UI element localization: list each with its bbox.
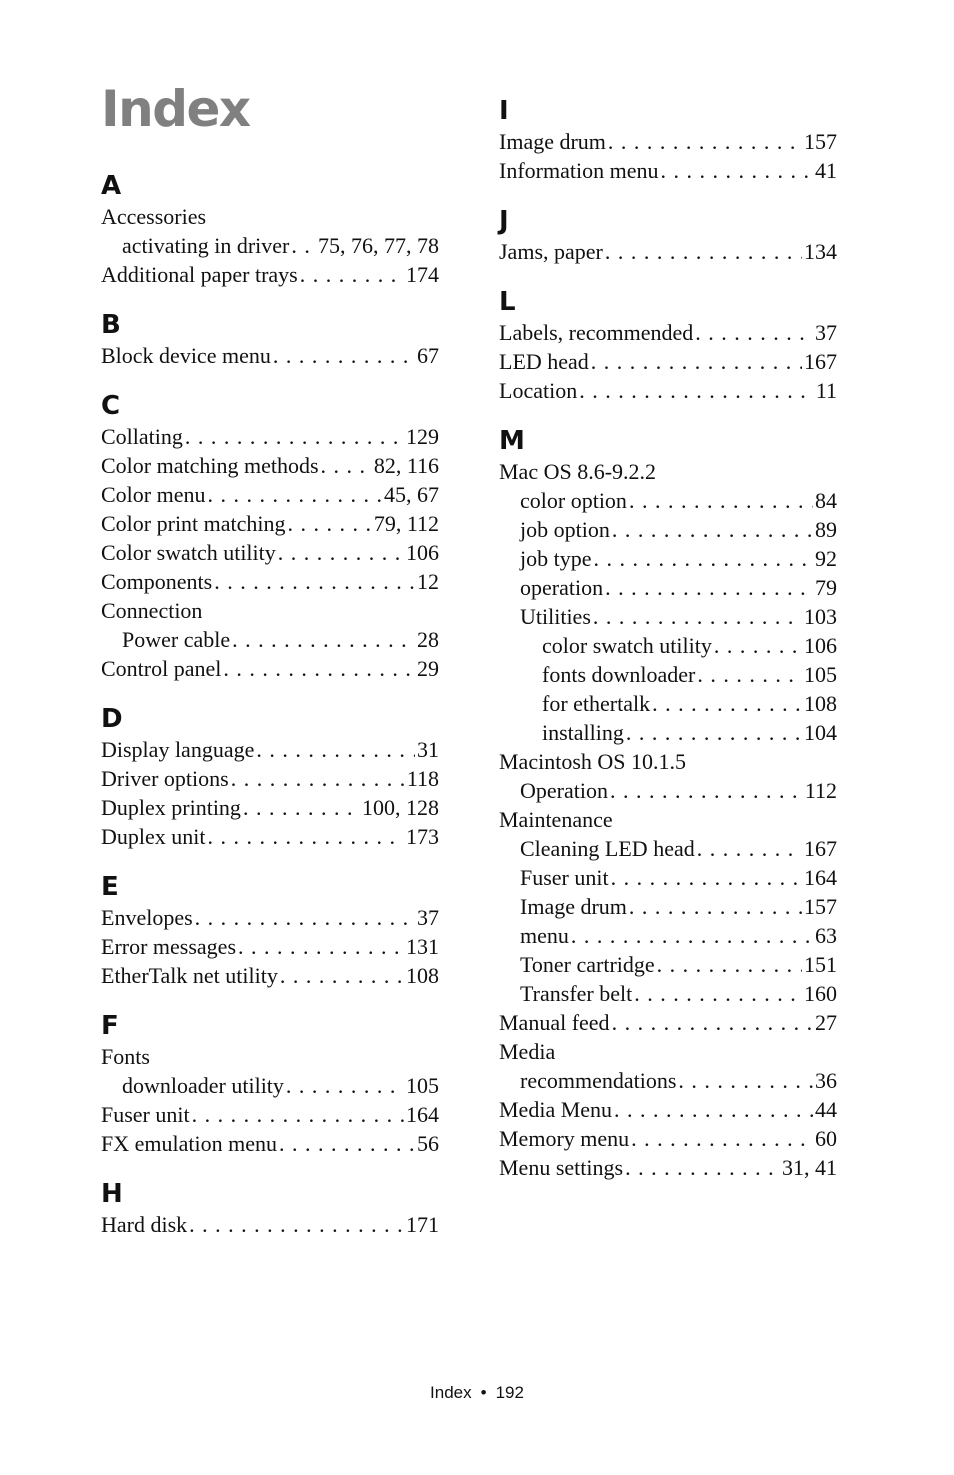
entry-term: Information menu <box>499 158 659 183</box>
dot-leader <box>279 1129 415 1158</box>
index-entry <box>101 1071 439 1100</box>
entry-pages: 104 <box>804 720 837 745</box>
entry-pages: 118 <box>406 766 439 791</box>
index-entry <box>499 631 837 660</box>
index-entry <box>101 260 439 289</box>
entry-term: Control panel <box>101 656 222 681</box>
index-entry <box>499 747 837 776</box>
dot-leader <box>634 979 802 1008</box>
index-entry <box>499 834 837 863</box>
entry-term: Driver options <box>101 766 229 791</box>
page-title: Index <box>101 80 250 138</box>
dot-leader <box>695 318 813 347</box>
index-entry <box>499 718 837 747</box>
index-column-left <box>101 170 439 1259</box>
index-entry <box>101 341 439 370</box>
dot-leader <box>611 863 802 892</box>
index-entry <box>101 625 439 654</box>
section-letter: I <box>499 96 509 126</box>
index-entry <box>499 515 837 544</box>
entry-pages: 44 <box>815 1097 837 1122</box>
entry-pages: 108 <box>804 691 837 716</box>
index-entry <box>101 932 439 961</box>
index-entry <box>499 457 837 486</box>
entry-pages: 167 <box>804 349 837 374</box>
index-section-b <box>101 309 439 370</box>
entry-pages: 79, 112 <box>373 511 439 536</box>
entry-term: Image drum <box>520 894 627 919</box>
index-entry <box>499 689 837 718</box>
index-section-m <box>499 425 837 1182</box>
entry-term: Color menu <box>101 482 206 507</box>
entry-term: Connection <box>101 598 203 623</box>
index-entry <box>101 1210 439 1239</box>
section-letter: H <box>101 1179 123 1209</box>
entry-pages: 56 <box>417 1131 439 1156</box>
page-number: 192 <box>495 1383 524 1402</box>
entry-pages: 41 <box>815 158 837 183</box>
entry-pages: 11 <box>815 378 837 403</box>
index-entry <box>101 1129 439 1158</box>
section-letter: L <box>499 287 516 317</box>
entry-pages: 36 <box>815 1068 837 1093</box>
dot-leader <box>286 1071 404 1100</box>
index-entry <box>499 1153 837 1182</box>
entry-pages: 134 <box>804 239 837 264</box>
dot-leader <box>231 764 405 793</box>
index-entry <box>101 538 439 567</box>
dot-leader <box>243 793 360 822</box>
section-letter: B <box>101 310 121 340</box>
entry-term: Block device menu <box>101 343 271 368</box>
entry-term: recommendations <box>520 1068 677 1093</box>
index-entry <box>101 764 439 793</box>
dot-leader <box>300 260 404 289</box>
entry-term: Color print matching <box>101 511 286 536</box>
entry-term: Location <box>499 378 578 403</box>
dot-leader <box>238 932 404 961</box>
entry-pages: 167 <box>804 836 837 861</box>
index-entry <box>499 544 837 573</box>
entry-term: job option <box>520 517 610 542</box>
index-entry <box>101 961 439 990</box>
entry-term: Utilities <box>520 604 591 629</box>
entry-term: Fonts <box>101 1044 150 1069</box>
dot-leader <box>697 660 802 689</box>
index-entry <box>101 793 439 822</box>
dot-leader <box>214 567 415 596</box>
dot-leader <box>714 631 802 660</box>
index-entry <box>499 1066 837 1095</box>
dot-leader <box>593 602 802 631</box>
entry-term: Toner cartridge <box>520 952 655 977</box>
footer-label: Index <box>430 1383 472 1402</box>
index-entry <box>101 480 439 509</box>
index-entry <box>499 1037 837 1066</box>
entry-term: Manual feed <box>499 1010 610 1035</box>
dot-leader <box>278 538 404 567</box>
entry-pages: 28 <box>417 627 439 652</box>
index-entry <box>499 892 837 921</box>
entry-term: EtherTalk net utility <box>101 963 278 988</box>
index-entry <box>499 573 837 602</box>
index-entry <box>499 660 837 689</box>
dot-leader <box>678 1066 813 1095</box>
entry-term: activating in driver <box>122 233 290 258</box>
dot-leader <box>594 544 814 573</box>
dot-leader <box>614 1095 813 1124</box>
dot-leader <box>697 834 802 863</box>
index-entry <box>499 376 837 405</box>
index-entry <box>499 805 837 834</box>
dot-leader <box>605 237 802 266</box>
dot-leader <box>579 376 814 405</box>
entry-pages: 174 <box>406 262 439 287</box>
dot-leader <box>626 718 802 747</box>
entry-pages: 60 <box>815 1126 837 1151</box>
index-entry <box>101 903 439 932</box>
index-entry <box>101 422 439 451</box>
index-entry <box>101 509 439 538</box>
entry-term: operation <box>520 575 604 600</box>
dot-leader <box>605 573 813 602</box>
dot-leader <box>612 1008 813 1037</box>
index-entry <box>101 1042 439 1071</box>
dot-leader <box>256 735 415 764</box>
section-letter: M <box>499 426 525 456</box>
entry-term: fonts downloader <box>542 662 696 687</box>
entry-pages: 105 <box>406 1073 439 1098</box>
dot-leader <box>288 509 372 538</box>
dot-leader <box>608 127 802 156</box>
index-section-a <box>101 170 439 289</box>
dot-leader <box>652 689 802 718</box>
index-entry <box>499 776 837 805</box>
entry-pages: 37 <box>417 905 439 930</box>
entry-pages: 67 <box>417 343 439 368</box>
entry-term: Color swatch utility <box>101 540 276 565</box>
index-entry <box>499 950 837 979</box>
entry-pages: 63 <box>815 923 837 948</box>
entry-pages: 12 <box>417 569 439 594</box>
footer-separator: • <box>480 1383 487 1402</box>
index-section-i <box>499 95 837 185</box>
entry-term: downloader utility <box>122 1073 284 1098</box>
entry-term: Display language <box>101 737 255 762</box>
entry-term: Cleaning LED head <box>520 836 695 861</box>
entry-term: Media <box>499 1039 556 1064</box>
section-letter: D <box>101 704 123 734</box>
dot-leader <box>195 903 415 932</box>
entry-pages: 173 <box>406 824 439 849</box>
dot-leader <box>631 1124 813 1153</box>
dot-leader <box>291 231 316 260</box>
entry-pages: 100, 128 <box>362 795 439 820</box>
dot-leader <box>192 1100 404 1129</box>
dot-leader <box>612 515 813 544</box>
entry-pages: 92 <box>815 546 837 571</box>
entry-pages: 106 <box>406 540 439 565</box>
entry-pages: 89 <box>815 517 837 542</box>
index-entry <box>101 202 439 231</box>
dot-leader <box>591 347 802 376</box>
dot-leader <box>232 625 415 654</box>
dot-leader <box>185 422 404 451</box>
entry-pages: 131 <box>406 934 439 959</box>
index-entry <box>499 1124 837 1153</box>
entry-pages: 106 <box>804 633 837 658</box>
entry-term: Transfer belt <box>520 981 633 1006</box>
entry-pages: 37 <box>815 320 837 345</box>
index-entry <box>499 979 837 1008</box>
entry-pages: 171 <box>406 1212 439 1237</box>
entry-pages: 79 <box>815 575 837 600</box>
index-section-j <box>499 205 837 266</box>
entry-pages: 160 <box>804 981 837 1006</box>
entry-term: color option <box>520 488 627 513</box>
entry-term: Components <box>101 569 213 594</box>
entry-term: Menu settings <box>499 1155 624 1180</box>
index-entry <box>101 567 439 596</box>
entry-pages: 45, 67 <box>384 482 439 507</box>
dot-leader <box>189 1210 404 1239</box>
entry-term: Fuser unit <box>101 1102 190 1127</box>
index-entry <box>101 735 439 764</box>
section-letter: C <box>101 391 121 421</box>
entry-term: Additional paper trays <box>101 262 298 287</box>
entry-term: Operation <box>520 778 608 803</box>
entry-term: menu <box>520 923 569 948</box>
entry-term: FX emulation menu <box>101 1131 277 1156</box>
entry-pages: 105 <box>804 662 837 687</box>
entry-pages: 129 <box>406 424 439 449</box>
entry-pages: 31 <box>417 737 439 762</box>
index-entry <box>101 1100 439 1129</box>
dot-leader <box>610 776 803 805</box>
index-entry <box>499 237 837 266</box>
section-letter: J <box>499 206 509 236</box>
entry-term: Power cable <box>122 627 231 652</box>
index-entry <box>499 318 837 347</box>
entry-pages: 75, 76, 77, 78 <box>318 233 439 258</box>
entry-pages: 27 <box>815 1010 837 1035</box>
entry-term: LED head <box>499 349 589 374</box>
entry-pages: 31, 41 <box>782 1155 837 1180</box>
entry-term: Jams, paper <box>499 239 603 264</box>
index-entry <box>499 347 837 376</box>
entry-term: installing <box>542 720 624 745</box>
entry-term: Maintenance <box>499 807 613 832</box>
section-letter: E <box>101 872 119 902</box>
entry-term: Accessories <box>101 204 207 229</box>
index-entry <box>499 1008 837 1037</box>
dot-leader <box>223 654 415 683</box>
entry-term: Macintosh OS 10.1.5 <box>499 749 686 774</box>
index-section-f <box>101 1010 439 1158</box>
index-entry <box>499 921 837 950</box>
entry-term: Image drum <box>499 129 606 154</box>
index-entry <box>101 654 439 683</box>
index-section-d <box>101 703 439 851</box>
entry-term: Fuser unit <box>520 865 609 890</box>
dot-leader <box>280 961 404 990</box>
entry-pages: 112 <box>804 778 837 803</box>
index-entry <box>101 596 439 625</box>
dot-leader <box>625 1153 780 1182</box>
index-section-c <box>101 390 439 683</box>
dot-leader <box>629 892 802 921</box>
dot-leader <box>321 451 372 480</box>
entry-term: Collating <box>101 424 183 449</box>
page-footer <box>0 1383 954 1403</box>
entry-pages: 108 <box>406 963 439 988</box>
entry-pages: 164 <box>804 865 837 890</box>
entry-term: Duplex printing <box>101 795 241 820</box>
entry-term: Media Menu <box>499 1097 613 1122</box>
entry-pages: 29 <box>417 656 439 681</box>
entry-term: Mac OS 8.6-9.2.2 <box>499 459 657 484</box>
index-section-l <box>499 286 837 405</box>
index-entry <box>499 1095 837 1124</box>
entry-pages: 84 <box>815 488 837 513</box>
section-letter: A <box>101 171 122 201</box>
entry-term: for ethertalk <box>542 691 651 716</box>
entry-term: Duplex unit <box>101 824 206 849</box>
index-section-e <box>101 871 439 990</box>
dot-leader <box>208 480 383 509</box>
index-entry <box>499 127 837 156</box>
entry-pages: 82, 116 <box>373 453 439 478</box>
section-letter: F <box>101 1011 119 1041</box>
index-entry <box>101 231 439 260</box>
index-entry <box>499 602 837 631</box>
dot-leader <box>660 156 813 185</box>
entry-term: Hard disk <box>101 1212 188 1237</box>
entry-pages: 164 <box>406 1102 439 1127</box>
entry-pages: 151 <box>804 952 837 977</box>
entry-term: Envelopes <box>101 905 193 930</box>
dot-leader <box>629 486 813 515</box>
index-column-right <box>499 95 837 1202</box>
index-entry <box>499 486 837 515</box>
index-section-h <box>101 1178 439 1239</box>
entry-pages: 157 <box>804 894 837 919</box>
dot-leader <box>208 822 405 851</box>
entry-term: Color matching methods <box>101 453 319 478</box>
entry-term: job type <box>520 546 592 571</box>
entry-term: Error messages <box>101 934 237 959</box>
dot-leader <box>571 921 813 950</box>
dot-leader <box>657 950 802 979</box>
entry-term: color swatch utility <box>542 633 712 658</box>
index-entry <box>499 863 837 892</box>
entry-pages: 157 <box>804 129 837 154</box>
index-entry <box>499 156 837 185</box>
entry-term: Memory menu <box>499 1126 630 1151</box>
dot-leader <box>273 341 415 370</box>
entry-pages: 103 <box>804 604 837 629</box>
index-entry <box>101 822 439 851</box>
entry-term: Labels, recommended <box>499 320 694 345</box>
index-entry <box>101 451 439 480</box>
